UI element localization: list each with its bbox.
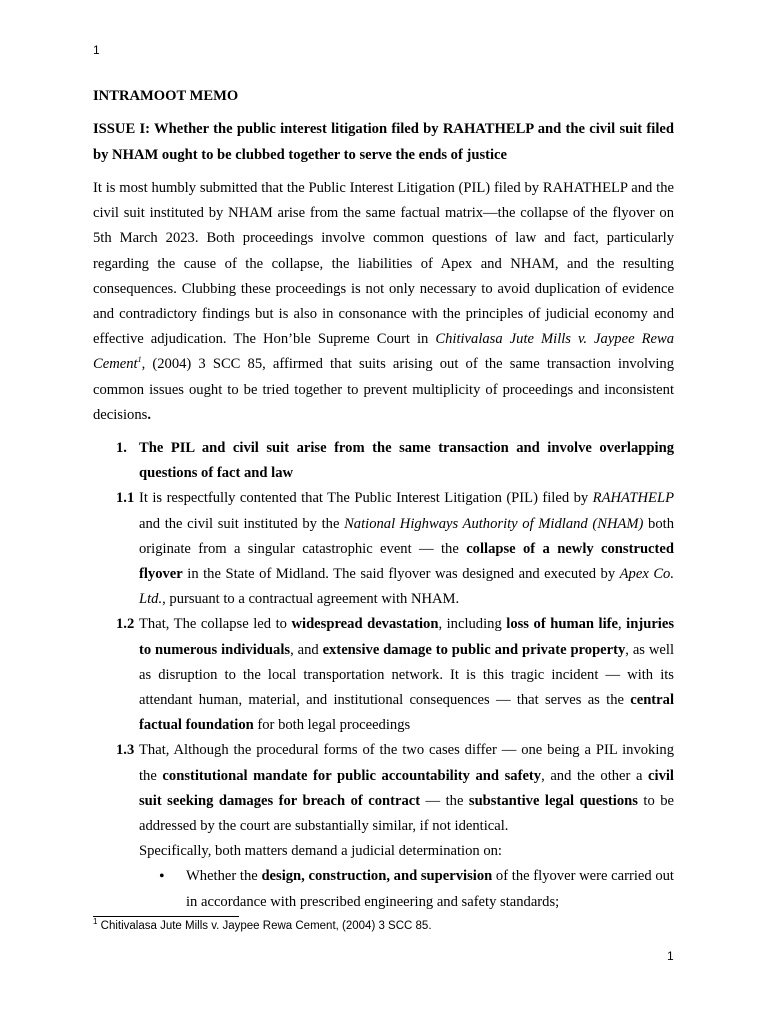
footnote-reference[interactable]: 1 [137, 355, 142, 365]
sub-1-2-bold-3: injuries to numerous individuals [139, 616, 675, 658]
sub-point-1-2 [93, 612, 674, 738]
footnote [93, 917, 432, 932]
sub-1-1-text-2: and the civil suit instituted by the [139, 515, 345, 532]
intro-paragraph [93, 176, 674, 428]
sub-1-2-text-6: for both legal proceedings [253, 717, 411, 734]
bullet-bold-1: design, construction, and supervision [261, 868, 493, 885]
sub-1-3-text-4: to be addressed by the court are substantially similar, if not identical. [139, 792, 674, 835]
memo-title: INTRAMOOT MEMO [93, 88, 239, 104]
intro-text-2: , (2004) 3 SCC 85, affirmed that suits arising out of the same transaction involving common issues ought to be tried together to prevent multiplicity of proceedings and inconsistent decisions [93, 356, 674, 423]
sub-1-2-text-5: , as well as disruption to the local transportation network. It is this tragic incident — with its attendant human, material, and institutional consequences — that serves as the [139, 641, 674, 709]
sub-1-2-text-2: , including [438, 616, 507, 633]
sub-1-2-bold-2: loss of human life [506, 616, 618, 633]
sub-point-1-1-number: 1.1 [116, 490, 135, 507]
footnote-number: 1 [93, 917, 98, 927]
sub-1-1-italic-2: National Highways Authority of Midland (NHAM) [344, 515, 644, 532]
sub-1-2-text-4: , and [290, 641, 323, 658]
footnote-text: Chitivalasa Jute Mills v. Jaypee Rewa Cement, (2004) 3 SCC 85. [97, 920, 432, 932]
point-1-heading: The PIL and civil suit arise from the same transaction and involve overlapping questions of fact and law [139, 440, 674, 482]
sub-1-3-bold-1: constitutional mandate for public accountability and safety [162, 767, 542, 784]
bullet-text-1: Whether the [186, 868, 262, 885]
sub-point-1-2-number: 1.2 [116, 616, 135, 633]
sub-1-1-text-1: It is respectfully contented that The Public Interest Litigation (PIL) filed by [139, 490, 593, 507]
document-body [93, 84, 674, 915]
sub-1-2-text-3: , [617, 616, 627, 633]
sub-1-3-bold-2: civil suit seeking damages for breach of contract [139, 767, 674, 809]
intro-period: . [147, 406, 151, 423]
case-name: Chitivalasa Jute Mills v. Jaypee Rewa Cement [93, 331, 674, 373]
point-1-number: 1. [116, 440, 127, 457]
intro-text-1: It is most humbly submitted that the Public Interest Litigation (PIL) filed by RAHATHELP and the civil suit instituted by NHAM arise from the same factual matrix—the collapse of the flyover on 5th March 2023. Both proceedings involve common questions of law and fact, particularly regarding the cause of the collapse, the liabilities of Apex and NHAM, and the resulting consequences. Clubbing these proceedings is not only necessary to avoid duplication of evidence and contradictory findings but is also in consonance with the principles of judicial economy and effective adjudication. The Hon’ble Supreme Court in [93, 180, 674, 348]
sub-point-1-3 [93, 738, 674, 839]
sub-1-1-text-3: both originate from a singular catastrophic event — the [139, 515, 674, 557]
sub-1-1-bold-1: collapse of a newly constructed flyover [139, 540, 674, 583]
sub-1-3-text-2: , and the other a [541, 767, 649, 784]
bullet-item [93, 864, 674, 914]
footnote-separator [93, 916, 239, 917]
sub-1-1-italic-3: Apex Co. Ltd. [139, 566, 674, 608]
specifically-line: Specifically, both matters demand a judicial determination on: [139, 843, 502, 860]
bullet-icon: • [159, 868, 165, 886]
bullet-text-2: of the flyover were carried out in accordance with prescribed engineering and safety standards; [186, 868, 674, 910]
sub-point-1-1 [93, 486, 674, 612]
sub-1-2-bold-5: central factual foundation [139, 692, 674, 734]
sub-1-1-text-5: , pursuant to a contractual agreement with NHAM. [162, 591, 460, 608]
sub-1-1-italic-1: RAHATHELP [592, 490, 674, 507]
header-page-number: 1 [93, 43, 100, 57]
issue-heading: ISSUE I: Whether the public interest litigation filed by RAHATHELP and the civil suit filed by NHAM ought to be clubbed together to serve the ends of justice [93, 121, 674, 163]
footer-page-number: 1 [667, 949, 674, 963]
sub-1-2-bold-4: extensive damage to public and private property [322, 641, 626, 658]
sub-1-3-text-3: — the [420, 792, 469, 809]
sub-1-2-text-1: That, The collapse led to [139, 616, 292, 633]
point-1 [93, 436, 674, 486]
sub-1-3-bold-3: substantive legal questions [468, 792, 638, 809]
sub-1-2-bold-1: widespread devastation [291, 616, 439, 633]
sub-1-3-text-1: That, Although the procedural forms of the two cases differ — one being a PIL invoking the [139, 742, 674, 784]
sub-point-1-3-number: 1.3 [116, 742, 135, 759]
sub-1-1-text-4: in the State of Midland. The said flyover was designed and executed by [182, 566, 620, 583]
